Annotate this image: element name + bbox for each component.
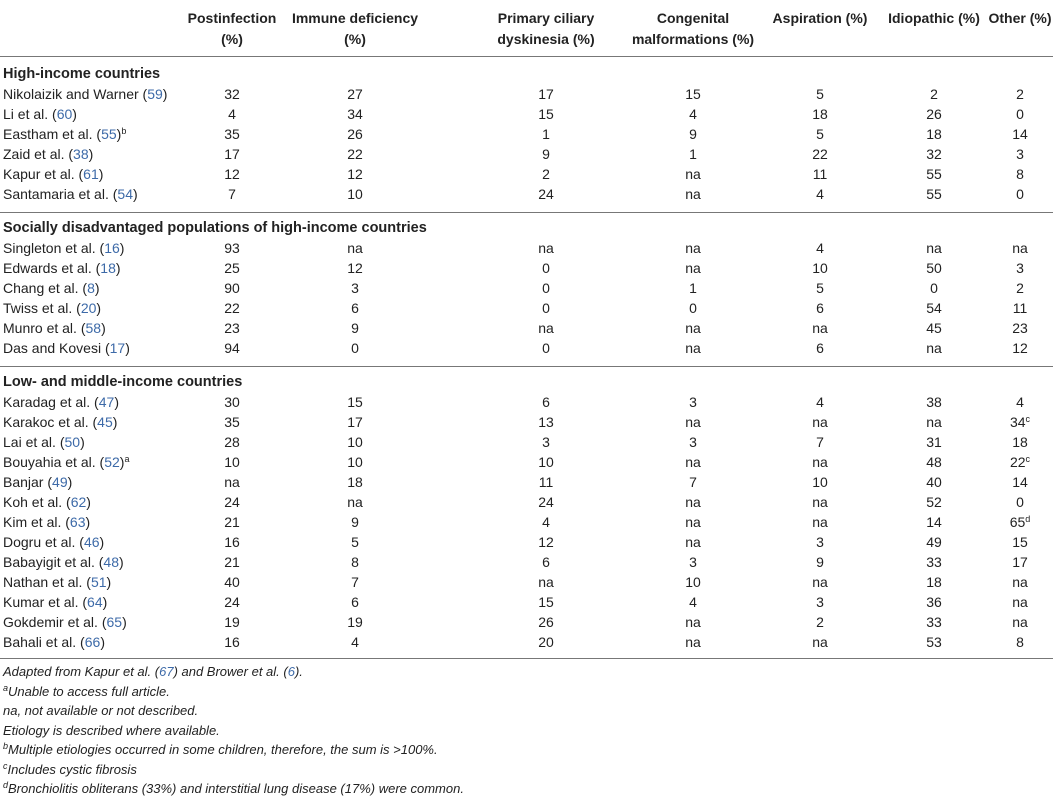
study-cell: Banjar (49) (3, 474, 73, 490)
value-cell: 16 (224, 634, 240, 650)
value-cell: na (685, 454, 701, 470)
ref-link[interactable]: 64 (87, 594, 103, 610)
value-cell: 7 (351, 574, 359, 590)
value-cell: 1 (689, 280, 697, 296)
value-cell: na (685, 340, 701, 356)
ref-link[interactable]: 6 (287, 664, 295, 679)
value-cell: 33 (926, 554, 942, 570)
value-cell: na (538, 320, 554, 336)
value-cell: 22 (812, 146, 828, 162)
value-cell: na (224, 474, 240, 490)
study-cell: Bahali et al. (66) (3, 634, 105, 650)
table-row (0, 612, 1053, 632)
value-cell: 9 (351, 320, 359, 336)
value-cell: 5 (816, 86, 824, 102)
ref-link[interactable]: 38 (73, 146, 89, 162)
value-cell: 2 (1016, 280, 1024, 296)
table-header (0, 0, 1053, 56)
value-cell: 9 (689, 126, 697, 142)
ref-link[interactable]: 45 (97, 414, 113, 430)
ref-link[interactable]: 59 (147, 86, 163, 102)
value-cell: 54 (926, 300, 942, 316)
footnote-a: $^a$Unable to access full article. (3, 682, 170, 699)
value-cell: 12 (347, 260, 363, 276)
table-row (0, 84, 1053, 104)
value-cell: 10 (347, 434, 363, 450)
value-cell: na (685, 320, 701, 336)
table-row (0, 452, 1053, 472)
ref-link[interactable]: 62 (70, 494, 87, 510)
value-cell: 28 (224, 434, 240, 450)
study-cell: Edwards et al. (18) (3, 260, 121, 276)
table-row (0, 512, 1053, 532)
value-cell: 30 (224, 394, 240, 410)
ref-link[interactable]: 58 (85, 320, 102, 336)
study-cell: Munro et al. (58) (3, 320, 106, 336)
ref-link[interactable]: 49 (52, 474, 68, 490)
value-cell: 90 (224, 280, 240, 296)
value-cell: 22$^c$ (1009, 454, 1031, 470)
value-cell: na (1012, 574, 1028, 590)
value-cell: 12 (1012, 340, 1028, 356)
value-cell: 50 (926, 260, 942, 276)
value-cell: 4 (689, 106, 697, 122)
value-cell: 24 (224, 594, 240, 610)
value-cell: na (685, 240, 701, 256)
value-cell: 10 (812, 474, 828, 490)
ref-link[interactable]: 60 (56, 106, 73, 122)
study-cell: Li et al. (60) (3, 106, 77, 122)
value-cell: 0 (542, 300, 550, 316)
value-cell: 1 (689, 146, 697, 162)
value-cell: 0 (351, 340, 359, 356)
value-cell: 23 (224, 320, 240, 336)
value-cell: 3 (689, 434, 697, 450)
value-cell: 0 (1016, 106, 1024, 122)
value-cell: 10 (685, 574, 701, 590)
value-cell: 5 (351, 534, 359, 550)
table-row (0, 432, 1053, 452)
value-cell: 3 (1016, 146, 1024, 162)
value-cell: na (926, 414, 942, 430)
value-cell: 35 (224, 126, 240, 142)
study-cell: Kapur et al. (61) (3, 166, 104, 182)
value-cell: 24 (538, 186, 554, 202)
value-cell: na (538, 574, 554, 590)
value-cell: 8 (1016, 634, 1024, 650)
study-cell: Bouyahia et al. $(52)^a$ (3, 454, 130, 470)
section-rule (0, 212, 1053, 213)
study-cell: Karakoc et al. (45) (3, 414, 118, 430)
value-cell: 38 (926, 394, 942, 410)
study-cell: Zaid et al. (38) (3, 146, 94, 162)
value-cell: 49 (926, 534, 942, 550)
value-cell: 8 (351, 554, 359, 570)
footnote-na: na, not available or not described. (3, 703, 199, 718)
footnote-marker: a (124, 454, 130, 464)
value-cell: 15 (685, 86, 701, 102)
value-cell: 3 (1016, 260, 1024, 276)
value-cell: 9 (816, 554, 824, 570)
footnote-d: $^d$Bronchiolitis obliterans (33%) and interstitial lung disease (17%) were common. (3, 780, 464, 796)
value-cell: 3 (351, 280, 359, 296)
table-row (0, 278, 1053, 298)
value-cell: 11 (538, 474, 554, 490)
value-cell: 19 (347, 614, 363, 630)
ref-link[interactable]: 65 (106, 614, 123, 630)
value-cell: 0 (930, 280, 938, 296)
value-cell: 6 (542, 554, 550, 570)
value-cell: na (685, 494, 701, 510)
value-cell: 17 (347, 414, 363, 430)
value-cell: 2 (930, 86, 938, 102)
value-cell: 2 (816, 614, 824, 630)
section-rule (0, 366, 1053, 367)
column-header: Other (%) (988, 10, 1052, 26)
table-row (0, 298, 1053, 318)
value-cell: 40 (926, 474, 942, 490)
value-cell: 10 (347, 454, 363, 470)
footnotes (3, 662, 1043, 799)
value-cell: 4 (1016, 394, 1024, 410)
value-cell: 52 (926, 494, 942, 510)
value-cell: 17 (538, 86, 554, 102)
value-cell: 26 (347, 126, 363, 142)
value-cell: 11 (1012, 300, 1028, 316)
value-cell: 15 (538, 106, 554, 122)
value-cell: 4 (689, 594, 697, 610)
table-row (0, 572, 1053, 592)
table-row (0, 412, 1053, 432)
value-cell: 45 (926, 320, 942, 336)
study-cell: Gokdemir et al. (65) (3, 614, 127, 630)
value-cell: na (1012, 594, 1028, 610)
ref-link[interactable]: 50 (64, 434, 81, 450)
value-cell: na (926, 340, 942, 356)
table-row (0, 392, 1053, 412)
value-cell: 0 (1016, 494, 1024, 510)
value-cell: na (812, 320, 828, 336)
value-cell: 20 (538, 634, 554, 650)
value-cell: 16 (224, 534, 240, 550)
value-cell: 32 (224, 86, 240, 102)
ref-link[interactable]: 55 (101, 126, 117, 142)
value-cell: 32 (926, 146, 942, 162)
ref-link[interactable]: 52 (104, 454, 120, 470)
value-cell: na (685, 166, 701, 182)
value-cell: 34 (347, 106, 363, 122)
value-cell: 8 (1016, 166, 1024, 182)
footnote-marker: c (1025, 414, 1031, 424)
table-row (0, 184, 1053, 204)
value-cell: 2 (1016, 86, 1024, 102)
value-cell: 3 (542, 434, 550, 450)
value-cell: 18 (347, 474, 363, 490)
value-cell: 3 (816, 534, 824, 550)
value-cell: na (685, 514, 701, 530)
table-row (0, 104, 1053, 124)
value-cell: 10 (224, 454, 240, 470)
footnote-c: $^c$Includes cystic fibrosis (3, 760, 137, 777)
value-cell: na (347, 494, 363, 510)
value-cell: 36 (926, 594, 942, 610)
table-row (0, 492, 1053, 512)
footnote-marker: d (1025, 514, 1031, 524)
value-cell: 7 (228, 186, 236, 202)
value-cell: 22 (347, 146, 363, 162)
footnote-etiology: Etiology is described where available. (3, 722, 220, 738)
study-cell: Dogru et al. (46) (3, 534, 105, 550)
value-cell: 4 (816, 186, 824, 202)
table-row (0, 238, 1053, 258)
value-cell: 6 (542, 394, 550, 410)
value-cell: 26 (538, 614, 554, 630)
section-title: High-income countries (3, 66, 161, 82)
study-cell: Koh et al. (62) (3, 494, 91, 510)
value-cell: 6 (816, 300, 824, 316)
study-cell: Singleton et al. (16) (3, 240, 125, 256)
value-cell: na (812, 634, 828, 650)
value-cell: na (1012, 240, 1028, 256)
value-cell: na (685, 414, 701, 430)
value-cell: 3 (689, 554, 697, 570)
value-cell: 18 (926, 574, 942, 590)
column-header: Aspiration (%) (772, 10, 868, 26)
value-cell: 24 (224, 494, 240, 510)
value-cell: 14 (1012, 126, 1028, 142)
value-cell: 18 (1012, 434, 1028, 450)
value-cell: 55 (926, 166, 942, 182)
value-cell: 11 (812, 166, 828, 182)
value-cell: 22 (224, 300, 240, 316)
value-cell: na (812, 574, 828, 590)
table-row (0, 164, 1053, 184)
value-cell: 18 (926, 126, 942, 142)
value-cell: 3 (816, 594, 824, 610)
value-cell: 27 (347, 86, 363, 102)
footnote-marker: b (121, 126, 127, 136)
value-cell: 31 (926, 434, 942, 450)
study-cell: Das and Kovesi (17) (3, 340, 130, 356)
study-cell: Chang et al. (8) (3, 280, 100, 296)
value-cell: 94 (224, 340, 240, 356)
study-cell: Karadag et al. (47) (3, 394, 119, 410)
study-cell: Twiss et al. (20) (3, 300, 102, 316)
value-cell: 48 (926, 454, 942, 470)
value-cell: 12 (347, 166, 363, 182)
value-cell: 19 (224, 614, 240, 630)
value-cell: na (1012, 614, 1028, 630)
study-cell: Babayigit et al. (48) (3, 554, 124, 570)
value-cell: 10 (538, 454, 554, 470)
value-cell: na (812, 414, 828, 430)
value-cell: 7 (816, 434, 824, 450)
value-cell: 35 (224, 414, 240, 430)
value-cell: na (347, 240, 363, 256)
value-cell: 0 (542, 280, 550, 296)
value-cell: 34$^c$ (1009, 414, 1031, 430)
ref-link[interactable]: 18 (100, 260, 116, 276)
table-row (0, 632, 1053, 652)
ref-link[interactable]: 46 (83, 534, 100, 550)
value-cell: 0 (689, 300, 697, 316)
ref-link[interactable]: 63 (69, 514, 86, 530)
value-cell: 23 (1012, 320, 1028, 336)
value-cell: 15 (538, 594, 554, 610)
value-cell: 0 (542, 340, 550, 356)
value-cell: 10 (812, 260, 828, 276)
footnote-adapted: Adapted from Kapur et al. (67) and Brower et al. (6). (3, 664, 303, 679)
value-cell: 65$^d$ (1009, 514, 1031, 530)
column-header: Congenital malformations (%) (631, 10, 755, 47)
value-cell: na (812, 494, 828, 510)
value-cell: 40 (224, 574, 240, 590)
value-cell: 10 (347, 186, 363, 202)
ref-link[interactable]: 67 (159, 664, 174, 679)
ref-link[interactable]: 51 (90, 574, 107, 590)
value-cell: 4 (816, 240, 824, 256)
value-cell: na (685, 186, 701, 202)
study-cell: Lai et al. (50) (3, 434, 85, 450)
column-header: Immune deficiency (%) (291, 10, 419, 47)
value-cell: 6 (351, 594, 359, 610)
value-cell: 0 (542, 260, 550, 276)
value-cell: 0 (1016, 186, 1024, 202)
value-cell: 5 (816, 126, 824, 142)
value-cell: 15 (1012, 534, 1028, 550)
column-header: Idiopathic (%) (888, 10, 980, 26)
table-bottom-rule (0, 658, 1053, 659)
value-cell: 24 (538, 494, 554, 510)
table-row (0, 258, 1053, 278)
study-cell: Kim et al. (63) (3, 514, 91, 530)
value-cell: na (812, 454, 828, 470)
table-row (0, 592, 1053, 612)
table-row (0, 144, 1053, 164)
value-cell: na (685, 634, 701, 650)
ref-link[interactable]: 54 (117, 186, 133, 202)
footnote-b: $^b$Multiple etiologies occurred in some children, therefore, the sum is >100%. (3, 741, 438, 757)
value-cell: 25 (224, 260, 240, 276)
value-cell: 3 (689, 394, 697, 410)
study-cell: Kumar et al. (64) (3, 594, 108, 610)
value-cell: 93 (224, 240, 240, 256)
study-cell: Eastham et al. $(55)^b$ (3, 126, 127, 142)
value-cell: 1 (542, 126, 550, 142)
section-title: Socially disadvantaged populations of high-income countries (3, 220, 427, 236)
value-cell: 9 (542, 146, 550, 162)
ref-link[interactable]: 48 (103, 554, 119, 570)
ref-link[interactable]: 17 (109, 340, 126, 356)
column-header: Postinfection (%) (187, 10, 277, 47)
value-cell: 7 (689, 474, 697, 490)
value-cell: na (812, 514, 828, 530)
value-cell: 4 (542, 514, 550, 530)
value-cell: na (685, 260, 701, 276)
header-rule (0, 56, 1053, 57)
ref-link[interactable]: 61 (83, 166, 99, 182)
table-row (0, 338, 1053, 358)
value-cell: 17 (1012, 554, 1028, 570)
table-row (0, 472, 1053, 492)
value-cell: 2 (542, 166, 550, 182)
value-cell: 53 (926, 634, 942, 650)
value-cell: 6 (816, 340, 824, 356)
value-cell: na (926, 240, 942, 256)
value-cell: 13 (538, 414, 554, 430)
value-cell: na (685, 614, 701, 630)
value-cell: 18 (812, 106, 828, 122)
value-cell: 14 (1012, 474, 1028, 490)
value-cell: 17 (224, 146, 240, 162)
value-cell: 12 (538, 534, 554, 550)
value-cell: na (685, 534, 701, 550)
value-cell: 9 (351, 514, 359, 530)
value-cell: 5 (816, 280, 824, 296)
value-cell: 14 (926, 514, 942, 530)
value-cell: 6 (351, 300, 359, 316)
table-row (0, 318, 1053, 338)
value-cell: 33 (926, 614, 942, 630)
value-cell: 4 (351, 634, 359, 650)
table-row (0, 532, 1053, 552)
column-header: Primary ciliary dyskinesia (%) (497, 10, 595, 47)
ref-link[interactable]: 8 (87, 280, 95, 296)
study-cell: Santamaria et al. (54) (3, 186, 138, 202)
section-title: Low- and middle-income countries (3, 374, 243, 390)
value-cell: na (538, 240, 554, 256)
value-cell: 12 (224, 166, 240, 182)
study-cell: Nathan et al. (51) (3, 574, 112, 590)
value-cell: 4 (228, 106, 236, 122)
table-row (0, 552, 1053, 572)
ref-link[interactable]: 47 (98, 394, 115, 410)
footnote-marker: c (1025, 454, 1031, 464)
table-row (0, 124, 1053, 144)
value-cell: 26 (926, 106, 942, 122)
ref-link[interactable]: 20 (80, 300, 97, 316)
value-cell: 21 (224, 514, 240, 530)
study-cell: Nikolaizik and Warner (59) (3, 86, 168, 102)
value-cell: 4 (816, 394, 824, 410)
value-cell: 15 (347, 394, 363, 410)
ref-link[interactable]: 66 (84, 634, 101, 650)
value-cell: 55 (926, 186, 942, 202)
value-cell: 21 (224, 554, 240, 570)
ref-link[interactable]: 16 (104, 240, 120, 256)
